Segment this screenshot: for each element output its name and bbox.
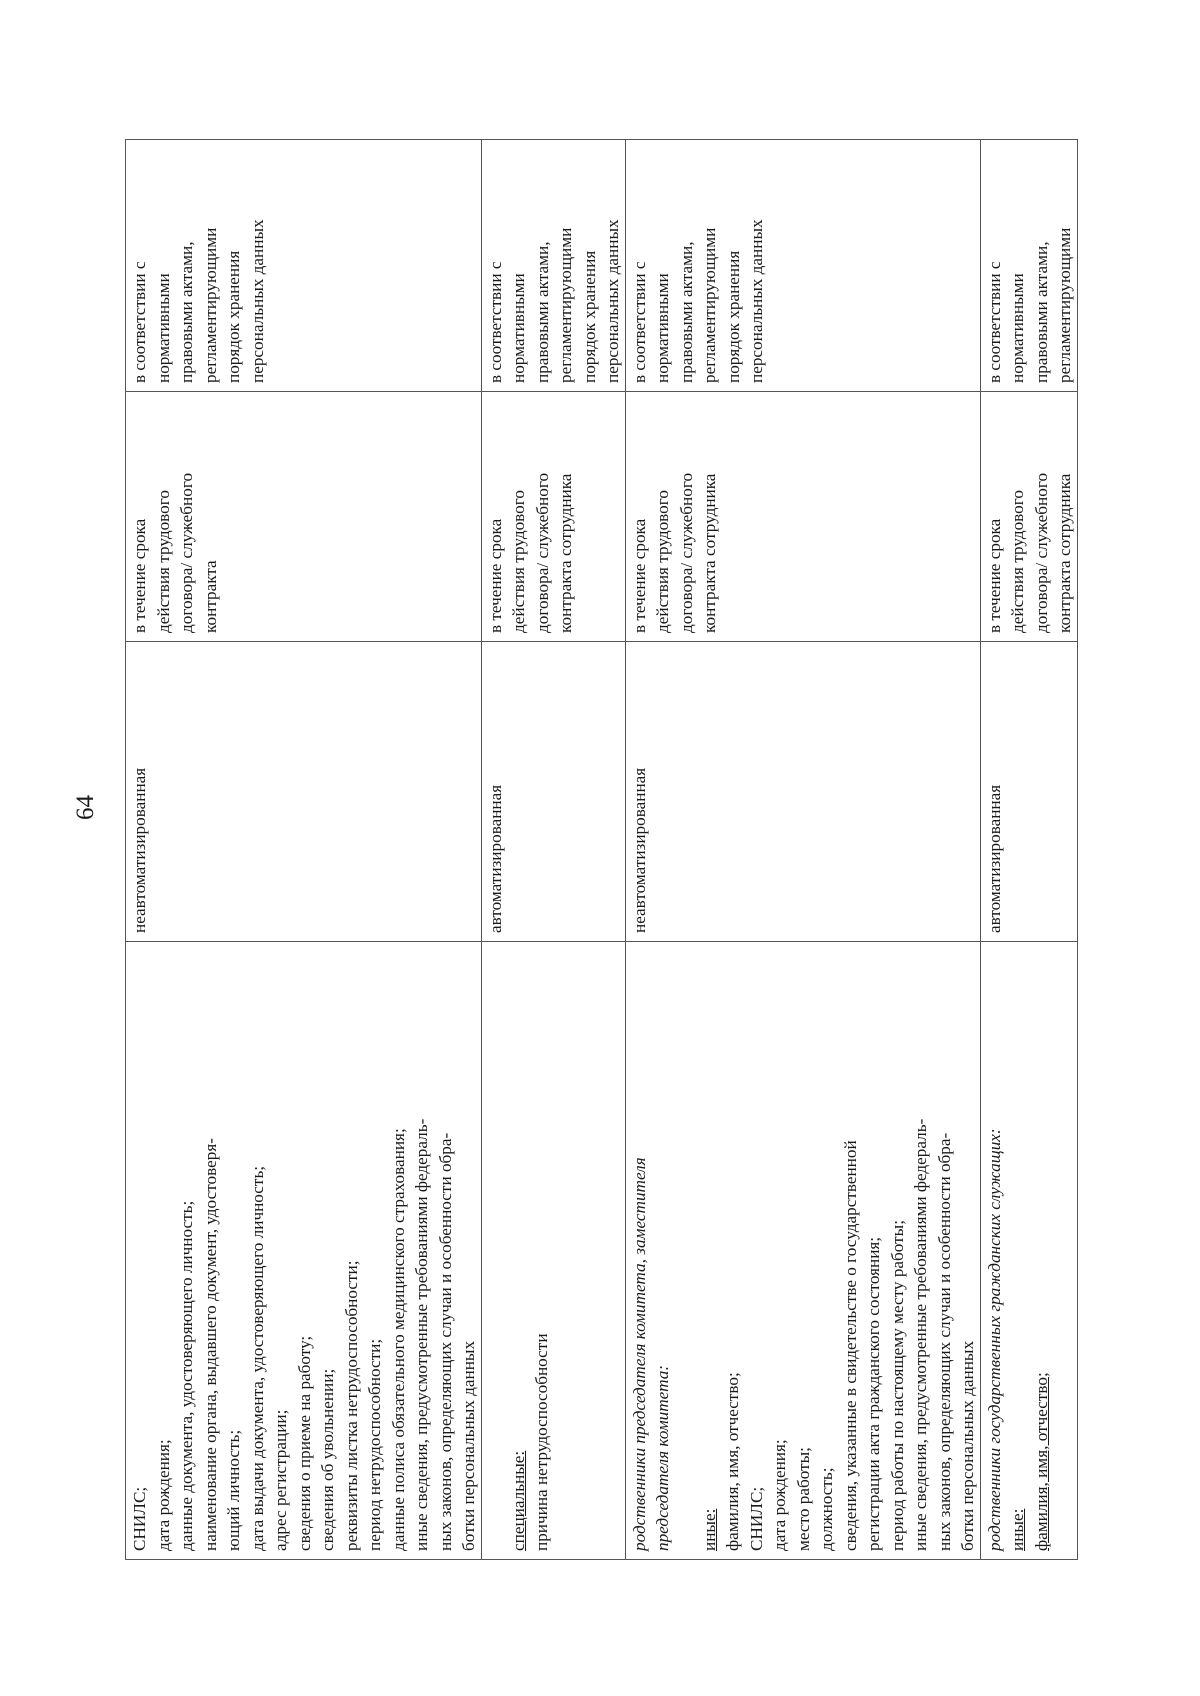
data-item: причина нетрудоспособности [532,1333,551,1551]
term-line: действия трудового [653,490,672,633]
term-line: договора/ служебного [532,472,552,633]
term-line: договора/ служебного [177,472,196,633]
data-item: данные документа, удостоверяющего личность; [177,1200,196,1551]
storage-line: нормативными [653,273,672,383]
method-cell [481,642,625,942]
term-line: в течение срока [984,518,1004,633]
storage-line: правовыми актами, [177,241,196,383]
storage-line: порядок хранения [224,250,243,383]
data-item: должность; [817,1467,836,1551]
data-item: СНИЛС; [746,1486,766,1551]
storage-line: регламентирующими [556,227,575,383]
table-row [625,140,980,1560]
term-cell [126,392,482,642]
data-item: СНИЛС; [130,1486,149,1551]
table-row [980,140,1077,1560]
table-row [481,140,625,1560]
storage-line: в соответствии с [984,261,1004,383]
processing-method: автоматизированная [984,784,1004,933]
data-item: дата выдачи документа, удостоверяющего личность; [247,1165,267,1551]
data-list-cell [625,942,980,1560]
storage-line: порядок хранения [579,250,599,383]
data-item: реквизиты листка нетрудоспособности; [341,1260,361,1551]
data-item: сведения, указанные в свидетельстве о государственной [840,1140,860,1551]
page-number: 64 [72,795,99,820]
data-item: сведения об увольнении; [318,1368,337,1551]
storage-cell [625,140,980,392]
method-cell [625,642,980,942]
data-item: ботки персональных данных [958,1340,977,1551]
data-item: иные сведения, предусмотренные требованиями федераль- [412,1118,431,1551]
storage-line: правовыми актами, [676,241,696,383]
term-line: контракта [200,560,220,633]
term-line: действия трудового [153,490,173,633]
term-line: договора/ служебного [1031,472,1051,633]
storage-line: регламентирующими [1055,227,1074,383]
personal-data-table [125,139,1078,1560]
data-item: ных законов, определяющих случаи и особенности обра- [435,1132,455,1551]
data-item: период работы по настоящему месту работы; [887,1220,907,1551]
storage-line: нормативными [153,273,173,383]
category-label: иные: [699,1508,719,1551]
data-item: наименование органа, выдавшего документ, удостоверя- [200,1138,220,1551]
term-line: действия трудового [509,490,528,633]
data-item: ботки персональных данных [459,1340,478,1551]
data-item: адрес регистрации; [271,1409,290,1551]
category-label: иные: [1008,1508,1027,1551]
storage-line: в соответствии с [485,261,505,383]
data-item: фамилия, имя, отчество; [723,1372,742,1551]
data-list-cell [126,942,482,1560]
storage-line: порядок хранения [723,250,743,383]
term-cell [481,392,625,642]
storage-line: нормативными [1008,273,1027,383]
term-line: действия трудового [1008,490,1027,633]
data-item: данные полиса обязательного медицинского страхования; [388,1128,408,1551]
processing-method: неавтоматизированная [130,767,149,933]
term-line: контракта сотрудника [1055,473,1074,633]
storage-line: в соответствии с [130,261,149,383]
storage-line: правовыми актами, [532,241,552,383]
storage-line: регламентирующими [700,227,719,383]
data-item: иные сведения, предусмотренные требованиями федераль- [911,1118,930,1551]
term-cell [980,392,1077,642]
data-item: фамилия, имя, отчество; [1031,1372,1051,1551]
term-line: договора/ служебного [676,472,696,633]
storage-line: персональных данных [747,219,766,383]
data-item: дата рождения; [770,1439,789,1551]
method-cell [126,642,482,942]
term-cell [625,392,980,642]
data-item: сведения о приеме на работу; [294,1335,314,1551]
data-item: регистрации акта гражданского состояния; [864,1236,883,1551]
storage-line: регламентирующими [200,227,220,383]
table-row [126,140,482,1560]
storage-line: персональных данных [247,219,267,383]
data-item: ющий личность; [224,1429,243,1551]
data-list-cell [481,942,625,1560]
method-cell [980,642,1077,942]
storage-line: правовыми актами, [1031,241,1051,383]
rotated-table-sheet [125,140,1085,1560]
data-item: период нетрудоспособности; [365,1338,384,1551]
storage-cell [980,140,1077,392]
data-item: место работы; [793,1447,813,1551]
term-line: контракта сотрудника [556,473,575,633]
data-item: ных законов, определяющих случаи и особенности обра- [934,1132,954,1551]
term-line: в течение срока [130,518,149,633]
subject-category: председателя комитета: [653,1364,672,1551]
storage-cell [126,140,482,392]
data-item: дата рождения; [153,1439,173,1551]
subject-category: родственники государственных гражданских служащих: [984,1128,1004,1551]
storage-cell [481,140,625,392]
category-label: специальные: [508,1450,528,1551]
subject-category: родственники председателя комитета, заместителя [629,1157,649,1551]
processing-method: автоматизированная [485,784,505,933]
data-list-cell [980,942,1077,1560]
storage-line: персональных данных [603,219,622,383]
processing-method: неавтоматизированная [629,767,649,933]
term-line: контракта сотрудника [700,473,719,633]
term-line: в течение срока [629,518,649,633]
storage-line: в соответствии с [629,261,649,383]
storage-line: нормативными [509,273,528,383]
term-line: в течение срока [485,518,505,633]
